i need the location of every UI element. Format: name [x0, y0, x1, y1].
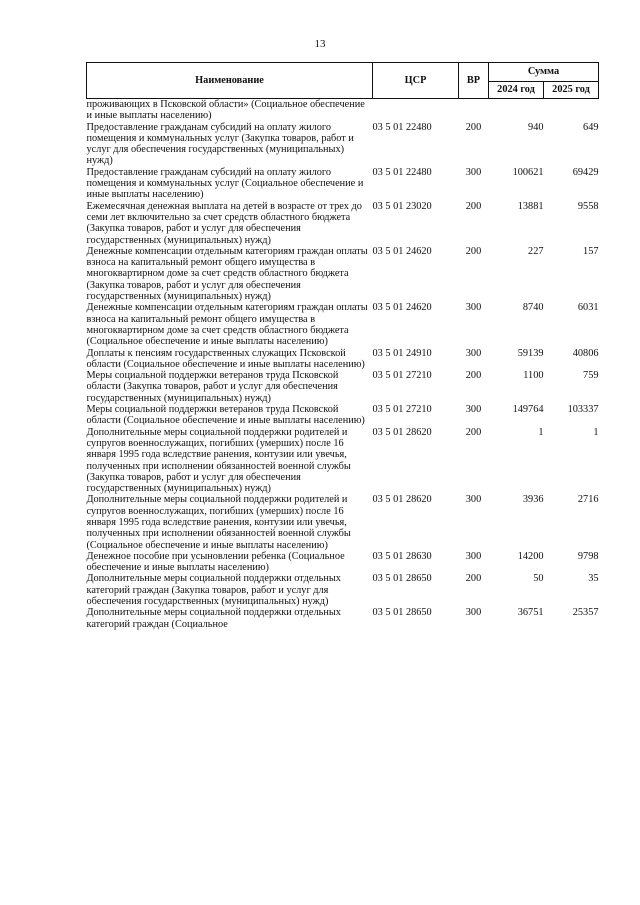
row-sum-2025: 25357	[572, 607, 599, 619]
row-csr: 03 5 01 28630	[372, 550, 432, 562]
row-csr: 03 5 01 27210	[372, 404, 432, 416]
row-vr: 300	[465, 550, 482, 562]
row-vr: 300	[465, 166, 482, 178]
row-csr: 03 5 01 22480	[372, 166, 432, 178]
row-name: Предоставление гражданам субсидий на оплату жилого помещения и коммунальных услуг (Социальное обеспечение и иные выплаты населению)	[86, 166, 364, 201]
row-sum-2024: 1100	[523, 370, 544, 382]
row-sum-2025: 649	[583, 121, 599, 133]
row-csr: 03 5 01 27210	[372, 370, 432, 382]
table-row	[87, 607, 599, 630]
row-vr: 200	[465, 573, 482, 585]
row-sum-2024: 59139	[517, 347, 544, 359]
row-sum-2024: 149764	[512, 404, 544, 416]
row-csr: 03 5 01 28650	[372, 607, 432, 619]
row-vr: 200	[465, 200, 482, 212]
row-sum-2024: 100621	[512, 166, 544, 178]
table-body	[87, 99, 599, 630]
table-row	[87, 99, 599, 122]
page-number: 13	[314, 38, 326, 50]
row-name: Дополнительные меры социальной поддержки родителей и супругов военнослужащих, погибших (умерших) после 16 января 1995 года вследствие ранения, контузии или увечья, полученных при исполнении обязанностей военной службы (Социальное обеспечение и иные выплаты населению)	[86, 494, 351, 551]
row-sum-2025: 69429	[572, 166, 599, 178]
row-vr: 300	[465, 607, 482, 619]
row-sum-2024: 1	[538, 426, 544, 438]
table-row	[87, 370, 599, 404]
table-row	[87, 348, 599, 371]
row-csr: 03 5 01 22480	[372, 121, 432, 133]
row-vr: 300	[465, 404, 482, 416]
table-row	[87, 404, 599, 427]
header-sum: Сумма	[489, 63, 599, 82]
row-name: Меры социальной поддержки ветеранов труда Псковской области (Закупка товаров, работ и услуг для обеспечения государственных (муниципальных) нужд)	[86, 370, 339, 404]
header-vr: ВР	[459, 63, 489, 99]
row-vr: 200	[465, 121, 482, 133]
row-name: Денежные компенсации отдельным категориям граждан оплаты взноса на капитальный ремонт общего имущества в многоквартирном доме за счет средств областного бюджета (Закупка товаров, работ и услуг для обеспечения государственных (муниципальных) нужд)	[86, 245, 368, 303]
row-sum-2024: 36751	[517, 607, 544, 619]
row-sum-2024	[489, 99, 544, 122]
row-sum-2025: 35	[588, 573, 599, 585]
row-vr: 300	[465, 347, 482, 359]
row-vr: 200	[465, 426, 482, 438]
row-sum-2024: 8740	[522, 302, 544, 314]
row-name: Доплаты к пенсиям государственных служащих Псковской области (Социальное обеспечение и иные выплаты населению)	[86, 347, 365, 370]
row-sum-2025	[544, 99, 599, 122]
row-vr	[459, 99, 489, 122]
row-sum-2025: 759	[583, 370, 599, 382]
row-sum-2025: 157	[583, 245, 599, 257]
row-sum-2025: 1	[593, 426, 599, 438]
table-row	[87, 551, 599, 574]
row-csr: 03 5 01 24620	[372, 302, 432, 314]
row-sum-2025: 6031	[577, 302, 599, 314]
row-vr: 300	[465, 302, 482, 314]
row-sum-2024: 227	[528, 245, 544, 257]
table-row	[87, 167, 599, 201]
table-row	[87, 246, 599, 302]
row-sum-2024: 940	[528, 121, 544, 133]
row-csr: 03 5 01 28650	[372, 573, 432, 585]
row-name: Предоставление гражданам субсидий на оплату жилого помещения и коммунальных услуг (Закупка товаров, работ и услуг для обеспечения государственных (муниципальных) нужд)	[86, 121, 354, 167]
row-sum-2024: 50	[533, 573, 544, 585]
table-header	[87, 63, 599, 99]
row-sum-2025: 2716	[577, 494, 599, 506]
row-csr: 03 5 01 28620	[372, 494, 432, 506]
row-name: Дополнительные меры социальной поддержки отдельных категорий граждан (Социальное	[86, 607, 341, 630]
table-row	[87, 201, 599, 246]
row-vr: 200	[465, 370, 482, 382]
row-sum-2024: 3936	[522, 494, 544, 506]
table-row	[87, 573, 599, 607]
row-name: проживающих в Псковской области» (Социальное обеспечение и иные выплаты населению)	[86, 99, 365, 122]
row-sum-2025: 103337	[567, 404, 599, 416]
row-csr: 03 5 01 23020	[372, 200, 432, 212]
row-sum-2025: 40806	[572, 347, 599, 359]
row-sum-2025: 9798	[577, 550, 599, 562]
row-csr: 03 5 01 28620	[372, 426, 432, 438]
header-csr: ЦСР	[373, 63, 459, 99]
row-name: Денежные компенсации отдельным категориям граждан оплаты взноса на капитальный ремонт общего имущества в многоквартирном доме за счет средств областного бюджета (Социальное обеспечение и иные выплаты населению)	[86, 302, 368, 348]
header-year-2024: 2024 год	[489, 82, 544, 99]
table-row	[87, 122, 599, 167]
row-name: Денежное пособие при усыновлении ребенка (Социальное обеспечение и иные выплаты населению)	[86, 550, 345, 574]
row-sum-2024: 13881	[517, 200, 544, 212]
header-year-2025: 2025 год	[544, 82, 599, 99]
row-name: Меры социальной поддержки ветеранов труда Псковской области (Социальное обеспечение и иные выплаты населению)	[86, 404, 365, 427]
row-vr: 200	[465, 245, 482, 257]
row-vr: 300	[465, 494, 482, 506]
header-name: Наименование	[87, 63, 373, 99]
table-row	[87, 427, 599, 495]
table-row	[87, 494, 599, 550]
row-csr: 03 5 01 24620	[372, 245, 432, 257]
row-name: Ежемесячная денежная выплата на детей в возрасте от трех до семи лет включительно за счет средств областного бюджета (Закупка товаров, работ и услуг для обеспечения государственных (муниципальных) нужд)	[86, 200, 362, 246]
table-row	[87, 302, 599, 347]
budget-table	[86, 62, 599, 630]
row-name: Дополнительные меры социальной поддержки отдельных категорий граждан (Закупка товаров, работ и услуг для обеспечения государственных (муниципальных) нужд)	[86, 573, 341, 608]
row-name: Дополнительные меры социальной поддержки родителей и супругов военнослужащих, погибших (умерших) после 16 января 1995 года вследствие ранения, контузии или увечья, полученных при исполнении обязанностей военной службы (Закупка товаров, работ и услуг для обеспечения государственных (муниципальных) нужд)	[86, 426, 351, 495]
row-sum-2025: 9558	[577, 200, 599, 212]
row-csr: 03 5 01 24910	[372, 347, 432, 359]
row-sum-2024: 14200	[517, 550, 544, 562]
row-csr	[373, 99, 459, 122]
